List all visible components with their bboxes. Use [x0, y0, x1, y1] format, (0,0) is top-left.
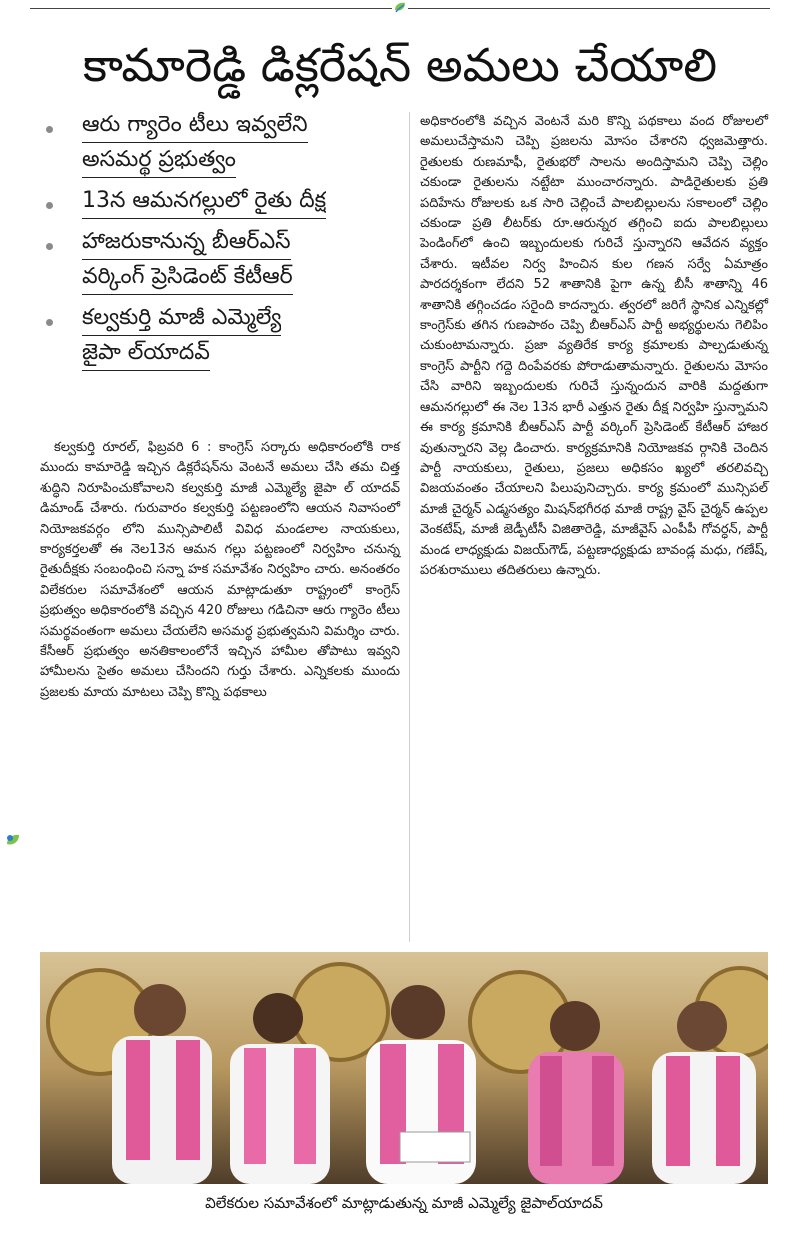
leaf-ornament-icon	[392, 0, 408, 16]
article-paragraph: కల్వకుర్తి రూరల్, ఫిబ్రవరి 6 : కాంగ్రెస్ సర్కారు అధికారంలోకి రాక ముందు కామారెడ్డి ఇచ్చిన డిక్లరేషన్‌ను వెంటనే అమలు చేసి తమ చిత్త శుద్ధిని నిరూపించుకోవాలని కల్వకుర్తి మాజీ ఎమ్మెల్యే జైపా ల్ యాదవ్ డిమాండ్ చేశారు. గురువారం కల్వకుర్తి పట్టణంలోని ఆయన నివాసంలో నియోజకవర్గం లోని మున్సిపాలిటీ వివిధ మండలాల నాయకులు, కార్యకర్తలతో ఈ నెల13న ఆమన గల్లు పట్టణంలో నిర్వహిం చనున్న రైతుదీక్షకు సంబంధించి సన్నా హక సమావేశం నిర్వహిం చారు. అనంతరం విలేకరుల సమావేశంలో ఆయన మాట్లాడుతూ రాష్ట్రంలో కాంగ్రెస్ ప్రభుత్వం అధికారంలోకి వచ్చిన 420 రోజులు గడిచినా ఆరు గ్యారెం టీలు సమర్థవంతంగా అమలు చేయలేని అసమర్థ ప్రభుత్వమని విమర్శిం చారు. కేసీఆర్ ప్రభుత్వం అనతికాలంలోనే ఇచ్చిన హామీల తోపాటు ఇవ్వని హామీలను సైతం అమలు చేసిందని గుర్తు చేశారు. ఎన్నికలకు ముందు ప్రజలకు మాయ మాటలు చెప్పి కొన్ని పథకాలు	[40, 440, 400, 700]
article-column-right	[420, 112, 768, 581]
press-meet-photo	[40, 952, 768, 1184]
highlight-line: వర్కింగ్ ప్రెసిడెంట్ కేటీఆర్	[82, 260, 293, 295]
bullet-dot-icon	[46, 319, 53, 326]
highlight-line: 13న ఆమనగల్లులో రైతు దీక్ష	[82, 184, 326, 219]
highlight-line: అసమర్థ ప్రభుత్వం	[82, 143, 236, 178]
highlight-line: కల్వకుర్తి మాజీ ఎమ్మెల్యే	[82, 301, 281, 336]
highlight-item	[40, 301, 400, 371]
article-paragraph: అధికారంలోకి వచ్చిన వెంటనే మరి కొన్ని పథకాలు వంద రోజులలో అమలుచేస్తామని చెప్పి ప్రజలను మోసం చేశారని ధ్వజమెత్తారు. రైతులకు రుణమాఫీ, రైతుభరో సాలను అందిస్తామని చెప్పి చెల్లిం చకుండా రైతులను నట్టేటా ముంచారన్నారు. పాడిరైతులకు ప్రతి పదిహేను రోజులకు ఒక సారి చెల్లించే పాలబిల్లులను సకాలంలో చెల్లిం చకుండా ప్రతి లీటర్‌కు రూ.ఆరున్నర తగ్గించి ఐదు పాలబిల్లులు పెండింగ్‌లో ఉంచి ఇబ్బందులకు గురిచే స్తున్నారని ఆవేదన వ్యక్తం చేశారు. ఇటీవల నిర్వ హించిన కుల గణన సర్వే ఏమాత్రం పారదర్శకంగా లేదని 52 శాతానికి పైగా ఉన్న బీసీ శాతాన్ని 46 శాతానికి తగ్గించడం సరైంది కాదన్నారు. త్వరలో జరిగే స్థానిక ఎన్నికల్లో కాంగ్రెస్‌కు తగిన గుణపాఠం చెప్పి బీఆర్ఎస్ పార్టీ అభ్యర్థులను గెలిపిం చుకుంటామన్నారు. ప్రజా వ్యతిరేక కార్య క్రమాలకు పాల్పడుతున్న కాంగ్రెస్ పార్టీని గద్దె దింపేవరకు పోరాడుతామన్నారు. రైతులను మోసం చేసి వారిని ఇబ్బందులకు గురిచే స్తున్నందున వారికి మద్దతుగా ఆమనగల్లులో ఈ నెల 13న భారీ ఎత్తున రైతు దీక్ష నిర్వహి స్తున్నామని ఈ కార్య క్రమానికి బీఆర్ఎస్ పార్టీ వర్కింగ్ ప్రెసిడెంట్ కేటీఆర్ హాజర వుతున్నారని వెల్ల డించారు. కార్యక్రమానికి నియోజకవ ర్గానికి చెందిన పార్టీ నాయకులు, రైతులు, ప్రజలు అధికసం ఖ్యలో తరలివచ్చి విజయవంతం చేయాలని పిలుపునిచ్చారు. కార్య క్రమంలో మున్సిపల్ మాజీ చైర్మన్ ఎడ్మసత్యం మిషన్‌భగీరథ మాజీ రాష్ట్ర వైస్ చైర్మన్ ఉప్పల వెంకటేష్, మాజీ జెడ్పీటీసీ విజితారెడ్డి, మాజీవైస్ ఎంపీపీ గోవర్ధన్, పార్టీ మండ లాధ్యక్షుడు విజయ్‌గౌడ్, పట్టణాధ్యక్షుడు బావండ్ల మధు, గణేష్, పరశురాములు తదితరులు ఉన్నారు.	[420, 114, 768, 578]
highlight-item	[40, 225, 400, 295]
highlight-item	[40, 184, 400, 219]
article-column-left	[40, 438, 400, 703]
leaf-ornament-icon	[4, 832, 22, 850]
headline: కామారెడ్డి డిక్లరేషన్ అమలు చేయాలి	[82, 38, 718, 92]
highlights-list	[40, 108, 400, 377]
bullet-dot-icon	[46, 202, 53, 209]
highlight-line: హాజరుకానున్న బీఆర్ఎస్	[82, 225, 291, 260]
highlight-line: జైపా ల్‌యాదవ్	[82, 336, 210, 371]
bullet-dot-icon	[46, 126, 53, 133]
highlight-line: ఆరు గ్యారెం టీలు ఇవ్వలేని	[82, 108, 308, 143]
bullet-dot-icon	[46, 243, 53, 250]
column-divider	[409, 112, 410, 942]
highlight-item	[40, 108, 400, 178]
photo-caption: విలేకరుల సమావేశంలో మాట్లాడుతున్న మాజీ ఎమ్మెల్యే జైపాల్‌యాదవ్	[205, 1194, 603, 1212]
